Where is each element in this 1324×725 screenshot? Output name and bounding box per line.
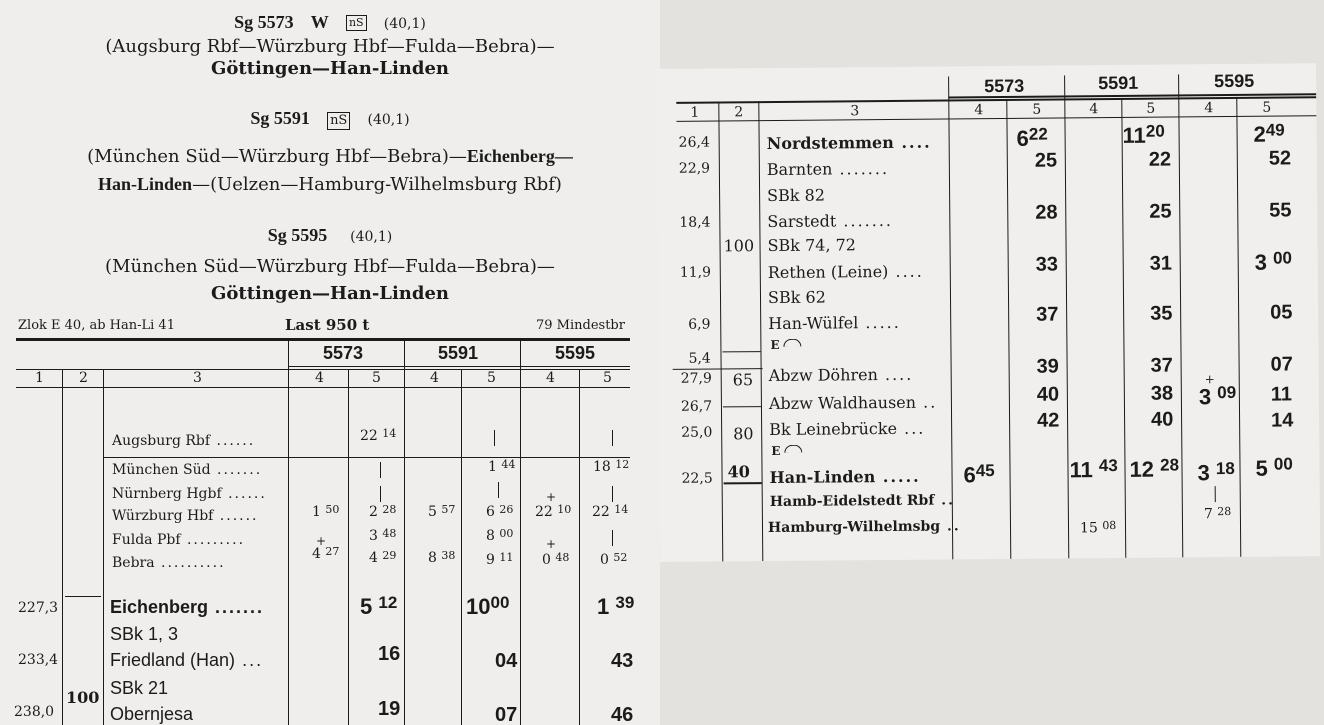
train-number-5573: 5573	[323, 343, 364, 363]
station-nurnberg: Nürnberg Hgbf ......	[112, 486, 267, 502]
time-m: 00	[499, 527, 514, 540]
train-5591-route1	[0, 146, 660, 167]
time-h: 3	[1198, 384, 1212, 410]
col-num: 5	[1032, 101, 1042, 118]
time-h: 22	[592, 504, 610, 520]
time-cell: 35	[1150, 302, 1173, 325]
time-m: 12	[378, 593, 398, 612]
time-cell: 31	[1149, 252, 1173, 275]
block-signal: SBk 21	[110, 678, 169, 698]
time-h: 2	[1253, 121, 1266, 147]
train-title: Sg 5573	[234, 12, 294, 32]
time-cell	[369, 528, 396, 544]
time-h: 4	[312, 546, 321, 562]
col-num: 5	[487, 370, 496, 386]
train-code: W	[310, 12, 329, 32]
time-cell	[963, 462, 994, 488]
route-part: (München Süd—Würzburg Hbf—Bebra)—	[87, 146, 467, 167]
time-m: 00	[490, 593, 510, 612]
time-cell: 07	[1270, 353, 1293, 376]
time-cell	[535, 504, 571, 520]
time-m: 38	[441, 549, 456, 562]
time-h: 12	[1129, 456, 1155, 482]
time-cell	[360, 594, 397, 620]
time-cell: 43	[611, 650, 634, 672]
col-num: 4	[1089, 101, 1099, 118]
plus-mark: +	[316, 534, 327, 548]
time-cell	[486, 552, 513, 568]
time-cell	[1080, 520, 1116, 536]
time-m: 27	[325, 545, 340, 558]
brake-info: 79 Mindestbr	[536, 318, 625, 333]
time-cell	[1069, 457, 1118, 483]
time-h: 7	[1203, 506, 1213, 523]
station-rethen: Rethen (Leine) ....	[767, 261, 924, 283]
time-m: 22	[1028, 124, 1048, 144]
time-cell: 38	[1150, 382, 1174, 405]
time-h: 3	[1197, 460, 1210, 486]
time-m: 39	[615, 593, 635, 612]
time-cell	[1199, 384, 1237, 410]
time-cell	[542, 552, 569, 568]
ns-badge: nS	[346, 15, 367, 31]
pass-line	[612, 430, 613, 450]
time-cell	[312, 546, 339, 562]
time-m: 57	[441, 503, 456, 516]
station-name: Abzw Waldhausen	[768, 392, 917, 414]
time-h: 1	[312, 504, 321, 520]
time-h: 18	[593, 459, 611, 475]
col-num: 5	[603, 370, 612, 386]
km-marker: 22,9	[678, 160, 711, 177]
km-marker: 233,4	[18, 652, 59, 668]
time-m: 28	[1160, 455, 1180, 475]
pass-line	[380, 486, 381, 506]
time-cell	[1204, 506, 1232, 522]
col-num: 4	[430, 370, 439, 386]
station-name: Hamb-Eidelstedt Rbf	[769, 492, 935, 511]
time-cell: 40	[1150, 408, 1174, 431]
station-hamb-eidelstedt: Hamb-Eidelstedt Rbf ..	[769, 492, 956, 511]
time-h: 8	[486, 528, 495, 544]
time-m: 28	[382, 503, 397, 516]
speed-limit: 100	[66, 688, 100, 707]
time-m: 11	[499, 551, 514, 564]
col-num: 5	[372, 370, 381, 386]
block-signal: SBk 62	[767, 287, 826, 308]
station-wurzburg: Würzburg Hbf ......	[112, 508, 259, 524]
time-cell	[1122, 123, 1164, 149]
station-name: Nordstemmen	[766, 132, 894, 154]
time-h: 5	[1255, 455, 1268, 481]
time-m: 14	[614, 503, 629, 516]
time-cell: 05	[1270, 301, 1293, 324]
station-sarstedt: Sarstedt .......	[767, 210, 894, 232]
plus-mark: +	[1204, 372, 1215, 387]
time-h: 3	[1254, 249, 1268, 275]
speed-limit: 80	[733, 424, 754, 444]
station-fulda: Fulda Pbf .........	[112, 532, 246, 548]
time-cell: 52	[1268, 147, 1292, 170]
train-5573-dest: Göttingen—Han-Linden	[211, 58, 449, 79]
time-cell	[600, 552, 627, 568]
time-cell: 37	[1150, 354, 1173, 377]
km-marker: 238,0	[14, 704, 55, 720]
station-eichenberg: Eichenberg .......	[110, 597, 265, 617]
time-cell: 28	[1035, 201, 1058, 224]
train-5595-dest: Göttingen—Han-Linden	[211, 283, 449, 304]
station-nordstemmen: Nordstemmen ....	[766, 132, 932, 154]
time-cell	[1129, 456, 1179, 482]
km-marker: 5,4	[688, 350, 711, 367]
station-name: Eichenberg	[110, 597, 209, 617]
time-m: 44	[501, 458, 516, 471]
station-name: Nürnberg Hgbf	[112, 486, 222, 502]
station-augsburg: Augsburg Rbf ......	[112, 433, 256, 449]
pass-line	[612, 530, 613, 550]
time-m: 12	[615, 458, 630, 471]
pass-line	[380, 462, 381, 482]
time-h: 1	[488, 459, 497, 475]
marker-text: E	[770, 337, 780, 353]
time-cell	[486, 528, 513, 544]
time-m: 45	[975, 461, 995, 481]
load-info: Last 950 t	[285, 316, 370, 334]
train-5573-header	[0, 12, 660, 33]
catenary-icon	[784, 339, 802, 347]
time-cell	[369, 550, 396, 566]
station-bebra: Bebra ..........	[112, 555, 226, 571]
time-h: 4	[369, 550, 378, 566]
col-num: 1	[35, 370, 44, 386]
time-cell: 39	[1036, 355, 1059, 378]
station-abzw-dohren: Abzw Döhren ....	[768, 364, 914, 386]
pass-line	[1215, 486, 1216, 506]
train-title: Sg 5591	[250, 108, 310, 128]
electric-marker	[771, 444, 802, 458]
time-m: 50	[325, 503, 340, 516]
time-cell: 25	[1034, 149, 1058, 172]
km-marker: 11,9	[679, 264, 712, 281]
station-munchen: München Süd .......	[112, 462, 263, 478]
time-h: 15	[1079, 520, 1098, 537]
station-name: Han-Wülfel	[768, 313, 859, 334]
time-h: 9	[486, 552, 495, 568]
time-m: 28	[1217, 504, 1232, 519]
time-cell: 37	[1036, 303, 1059, 326]
speed-limit: 100	[723, 236, 755, 256]
train-5595-header	[0, 225, 660, 246]
block-signal: SBk 1, 3	[110, 624, 179, 644]
train-number-5591: 5591	[1098, 72, 1139, 94]
time-h: 8	[428, 550, 437, 566]
train-number-5573: 5573	[984, 75, 1025, 97]
time-cell	[369, 504, 396, 520]
time-h: 11	[1122, 122, 1146, 148]
time-cell: 46	[611, 704, 634, 725]
time-m: 49	[1265, 120, 1285, 140]
time-cell: 25	[1149, 200, 1172, 223]
time-cell: 42	[1036, 409, 1060, 432]
station-barnten: Barnten .......	[766, 158, 890, 180]
speed-limit: 40	[727, 462, 750, 482]
station-name: Hamburg-Wilhelmsbg	[767, 518, 941, 537]
time-cell	[597, 594, 634, 620]
time-cell	[428, 550, 455, 566]
time-m: 48	[555, 551, 570, 564]
col-num: 4	[974, 102, 984, 119]
station-han-wulfel: Han-Wülfel .....	[768, 312, 901, 334]
time-h: 3	[369, 528, 378, 544]
station-name: Abzw Döhren	[768, 365, 878, 386]
time-h: 11	[1069, 457, 1093, 483]
time-cell: 11	[1270, 383, 1293, 406]
col-num: 2	[734, 104, 744, 121]
time-cell	[486, 504, 513, 520]
station-hamburg-wilhelmsburg: Hamburg-Wilhelmsbg ..	[767, 518, 961, 537]
station-name: Friedland (Han)	[110, 650, 236, 670]
station-name: Rethen (Leine)	[767, 261, 889, 283]
station-name: Barnten	[766, 159, 833, 180]
km-marker: 22,5	[681, 470, 713, 487]
station-han-linden: Han-Linden .....	[769, 466, 921, 488]
station-bk-leinebrucke: Bk Leinebrücke ...	[769, 418, 926, 440]
time-h: 5	[360, 594, 373, 619]
station-name: Bk Leinebrücke	[769, 418, 898, 440]
train-title: Sg 5595	[267, 225, 328, 245]
pass-line	[494, 430, 495, 450]
block-signal: SBk 82	[767, 185, 826, 206]
time-h: 0	[542, 552, 551, 568]
train-number-5595: 5595	[555, 343, 596, 363]
col-num: 2	[79, 370, 88, 386]
train-number-5591: 5591	[438, 343, 479, 363]
time-h: 6	[1016, 125, 1029, 151]
station-name: Sarstedt	[767, 211, 837, 232]
station-name: München Süd	[112, 462, 211, 478]
time-h: 2	[369, 504, 378, 520]
speed-class: (40,1)	[383, 16, 426, 32]
km-marker: 26,7	[680, 398, 713, 415]
train-number-5595: 5595	[1214, 70, 1255, 92]
col-num: 3	[850, 103, 860, 120]
time-cell: 22	[1148, 148, 1172, 171]
time-h: 6	[486, 504, 495, 520]
route-part: —(Uelzen—Hamburg-Wilhelmsburg Rbf)	[192, 174, 562, 195]
km-marker: 6,9	[688, 316, 711, 333]
time-m: 00	[1272, 248, 1293, 268]
plus-mark: +	[546, 490, 557, 504]
time-m: 10	[557, 503, 572, 516]
block-signal: SBk 74, 72	[767, 235, 857, 256]
time-cell	[1197, 460, 1235, 486]
speed-class: (40,1)	[367, 112, 410, 128]
time-cell: 33	[1035, 253, 1059, 276]
time-cell: 04	[495, 650, 518, 672]
time-m: 18	[1215, 458, 1235, 479]
station-obernjesa: Obernjesa	[110, 704, 194, 724]
station-name: Fulda Pbf	[112, 532, 181, 548]
loco-info: Zlok E 40, ab Han-Li 41	[18, 318, 175, 333]
km-marker: 27,9	[680, 370, 712, 387]
time-m: 14	[382, 427, 397, 440]
time-h: 22	[360, 428, 378, 444]
time-cell	[1017, 126, 1048, 152]
station-name: Han-Linden	[769, 467, 876, 488]
time-cell: 40	[1036, 383, 1060, 406]
left-timetable-page	[0, 0, 660, 725]
time-m: 48	[382, 527, 397, 540]
time-cell	[592, 504, 628, 520]
route-part-bold: Han-Linden	[98, 174, 193, 194]
time-h: 10	[466, 594, 491, 619]
km-marker: 26,4	[678, 134, 710, 151]
route-part-bold: Eichenberg—	[466, 146, 573, 166]
time-m: 29	[382, 549, 397, 562]
time-m: 08	[1102, 519, 1117, 533]
station-name: Würzburg Hbf	[112, 508, 214, 524]
col-num: 4	[546, 370, 555, 386]
train-5595-route: (München Süd—Würzburg Hbf—Fulda—Bebra)—	[105, 256, 555, 277]
km-marker: 227,3	[18, 600, 59, 616]
pass-line	[498, 482, 499, 502]
time-h: 6	[963, 462, 976, 488]
right-timetable-page	[656, 63, 1320, 562]
train-5591-header	[0, 108, 660, 130]
time-h: 0	[600, 552, 609, 568]
time-cell	[488, 459, 515, 475]
time-cell: 14	[1270, 409, 1294, 432]
col-num: 4	[1204, 100, 1214, 117]
station-abzw-waldhausen: Abzw Waldhausen ..	[768, 392, 938, 414]
time-cell	[312, 504, 339, 520]
station-name: Bebra	[112, 555, 155, 571]
station-friedland: Friedland (Han) ...	[110, 650, 264, 670]
speed-class: (40,1)	[350, 229, 393, 245]
time-h: 5	[428, 504, 437, 520]
time-cell	[428, 504, 455, 520]
col-num: 5	[1262, 99, 1272, 116]
time-m: 09	[1217, 382, 1237, 403]
time-m: 20	[1145, 121, 1165, 141]
time-cell: 07	[495, 704, 518, 725]
time-cell	[466, 594, 509, 620]
km-marker: 18,4	[679, 214, 711, 231]
time-cell	[1253, 122, 1284, 148]
col-num: 4	[315, 370, 324, 386]
speed-limit: 65	[732, 370, 754, 390]
col-num: 5	[1146, 100, 1156, 117]
time-cell	[593, 459, 629, 475]
time-cell	[1255, 249, 1293, 275]
time-m: 00	[1273, 454, 1293, 474]
ns-badge: nS	[327, 112, 350, 130]
electric-marker	[770, 338, 801, 352]
col-num: 1	[690, 104, 700, 121]
time-h: 22	[535, 504, 553, 520]
time-m: 52	[613, 551, 628, 564]
train-5591-route2	[0, 174, 660, 195]
plus-mark: +	[546, 537, 557, 551]
km-marker: 25,0	[681, 424, 713, 441]
station-name: Augsburg Rbf	[112, 433, 211, 449]
time-m: 43	[1098, 455, 1118, 476]
marker-text: E	[771, 443, 781, 459]
time-h: 1	[597, 594, 610, 619]
col-num: 3	[193, 370, 202, 386]
train-5573-route: (Augsburg Rbf—Würzburg Hbf—Fulda—Bebra)—	[105, 36, 555, 57]
pass-line	[612, 486, 613, 506]
time-m: 26	[499, 503, 514, 516]
time-cell: 19	[378, 698, 401, 720]
time-cell	[360, 428, 396, 444]
time-cell: 16	[378, 643, 401, 665]
catenary-icon	[784, 445, 802, 453]
time-cell	[1255, 455, 1293, 481]
time-cell: 55	[1269, 199, 1292, 222]
